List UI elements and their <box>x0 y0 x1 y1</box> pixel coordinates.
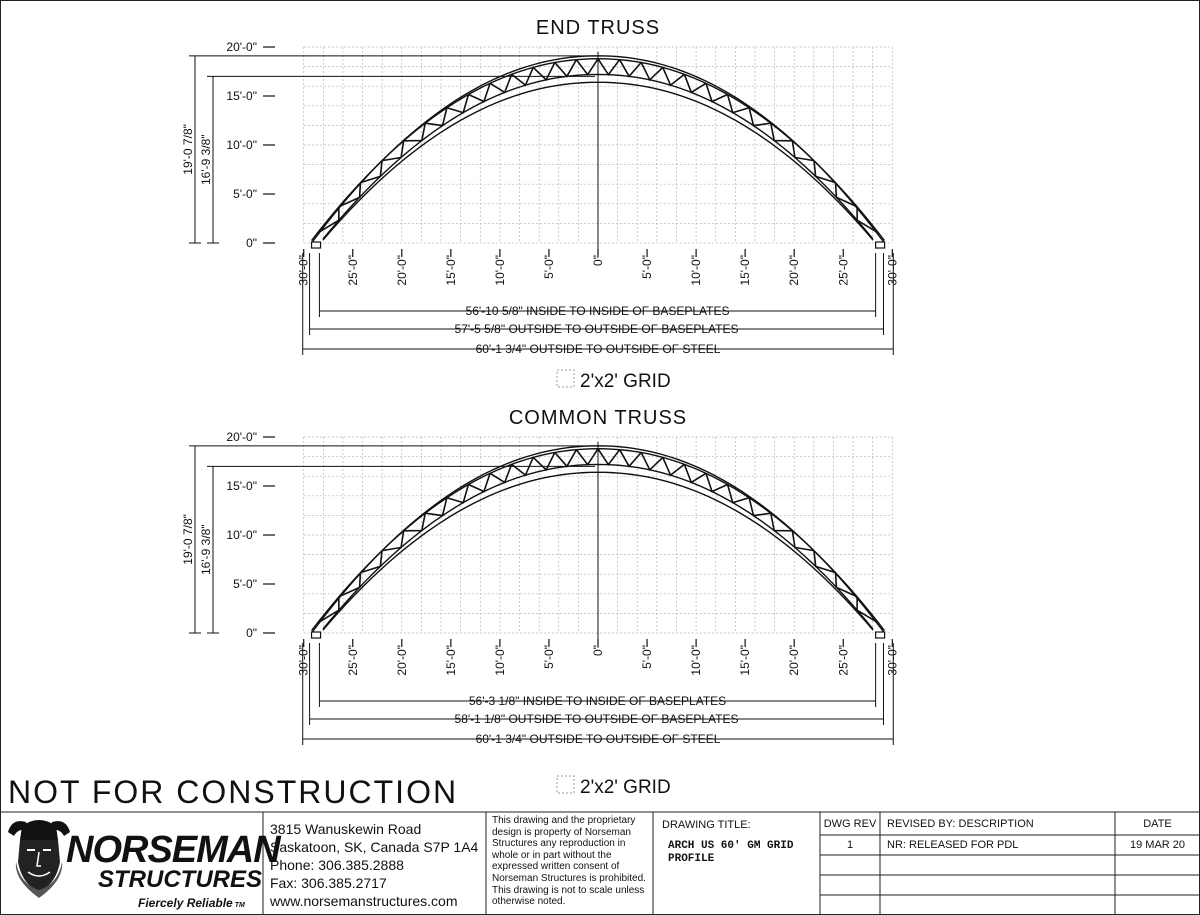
x-label: 20'-0" <box>394 645 409 676</box>
rev-header-date: DATE <box>1143 818 1172 830</box>
rev-row-date: 19 MAR 20 <box>1129 839 1186 851</box>
dim-outside-steel: 60'-1 3/4" OUTSIDE TO OUTSIDE OF STEEL <box>475 732 721 746</box>
drawing-title-line1: ARCH US 60' GM GRID <box>668 840 794 852</box>
grid-legend-label: 2'x2' GRID <box>580 371 671 392</box>
y-label-5: 5'-0" <box>233 577 257 591</box>
common-truss-x-axis-labels <box>297 645 900 676</box>
dim-outside-steel: 60'-1 3/4" OUTSIDE TO OUTSIDE OF STEEL <box>475 342 721 356</box>
drawing-title-value <box>668 840 793 866</box>
drawing-title-line2: PROFILE <box>668 853 715 865</box>
end-truss-x-axis-labels <box>297 255 900 286</box>
x-label: 15'-0" <box>443 645 458 676</box>
common-truss-width-dimensions <box>303 643 894 747</box>
baseplate <box>312 242 321 248</box>
copyright-disclaimer: This drawing and the proprietary design is property of Norseman Structures any reproduction in whole or in part without the expressed written consent of Norseman Structures is prohibited. This drawing is not to scale unless otherwise noted. <box>492 815 646 908</box>
truss-web <box>576 59 598 75</box>
x-label: 10'-0" <box>492 255 507 286</box>
end-truss-grid <box>263 47 892 258</box>
end-truss-title: END TRUSS <box>535 17 661 39</box>
common-truss-panel <box>181 407 899 798</box>
x-label: 30'-0" <box>885 645 900 676</box>
dim-inside-baseplates: 56'-3 1/8" INSIDE TO INSIDE OF BASEPLATES <box>468 694 727 708</box>
company-phone: Phone: 306.385.2888 <box>270 857 404 873</box>
y-label-15: 15'-0" <box>226 89 257 103</box>
x-label: 10'-0" <box>492 645 507 676</box>
x-label: 5'-0" <box>640 645 655 669</box>
x-label: 5'-0" <box>640 255 655 279</box>
rev-header-description: REVISED BY: DESCRIPTION <box>887 818 1034 830</box>
grid-legend-label: 2'x2' GRID <box>580 777 671 798</box>
rev-row-description: NR: RELEASED FOR PDL <box>887 839 1019 851</box>
x-label: 15'-0" <box>443 255 458 286</box>
x-label: 30'-0" <box>296 645 311 676</box>
truss-web <box>684 464 706 482</box>
norseman-viking-logo-icon <box>8 820 70 898</box>
y-label-15: 15'-0" <box>226 479 257 493</box>
x-label: 25'-0" <box>836 255 851 286</box>
x-label: 10'-0" <box>689 645 704 676</box>
common-truss-y-axis-labels <box>226 430 257 640</box>
not-for-construction-stamp: NOT FOR CONSTRUCTION <box>8 774 459 810</box>
x-label: 25'-0" <box>345 255 360 286</box>
dim-inside-baseplates: 56'-10 5/8" INSIDE TO INSIDE OF BASEPLATES <box>465 304 730 318</box>
truss-web <box>490 74 512 92</box>
x-label: 30'-0" <box>885 255 900 286</box>
y-label-0: 0" <box>246 626 257 640</box>
common-truss-grid <box>263 437 892 648</box>
company-logo-name: NORSEMAN <box>66 829 280 871</box>
company-tagline <box>138 896 245 913</box>
company-logo-subname: STRUCTURES <box>98 866 263 893</box>
company-tagline-text: Fiercely Reliable <box>138 896 233 910</box>
dim-outside-baseplates: 57'-5 5/8" OUTSIDE TO OUTSIDE OF BASEPLATES <box>454 322 739 336</box>
y-label-20: 20'-0" <box>226 430 257 444</box>
company-address-line2: Saskatoon, SK, Canada S7P 1A4 <box>270 839 479 855</box>
end-truss-panel <box>181 17 899 392</box>
x-label: 5'-0" <box>541 255 556 279</box>
height-inner-label: 16'-9 3/8" <box>199 134 213 185</box>
height-outer-label: 19'-0 7/8" <box>181 514 195 565</box>
grid-legend-swatch <box>557 776 574 793</box>
grid-legend-swatch <box>557 370 574 387</box>
baseplate <box>876 632 885 638</box>
company-address-line1: 3815 Wanuskewin Road <box>270 821 422 837</box>
end-truss-y-axis-labels <box>226 40 257 250</box>
truss-web <box>684 74 706 92</box>
x-label: 30'-0" <box>296 255 311 286</box>
height-inner-label: 16'-9 3/8" <box>199 524 213 575</box>
x-label: 25'-0" <box>836 645 851 676</box>
company-contact <box>270 820 478 910</box>
common-truss-title: COMMON TRUSS <box>508 407 688 429</box>
x-label: 20'-0" <box>787 255 802 286</box>
end-truss-width-dimensions <box>303 253 894 357</box>
y-label-10: 10'-0" <box>226 138 257 152</box>
y-label-20: 20'-0" <box>226 40 257 54</box>
x-label: 20'-0" <box>787 645 802 676</box>
truss-web <box>576 449 598 465</box>
x-label: 5'-0" <box>541 645 556 669</box>
y-label-5: 5'-0" <box>233 187 257 201</box>
company-website[interactable]: www.norsemanstructures.com <box>270 893 458 909</box>
x-label: 0" <box>591 255 605 266</box>
x-label: 25'-0" <box>345 645 360 676</box>
dim-outside-baseplates: 58'-1 1/8" OUTSIDE TO OUTSIDE OF BASEPLATES <box>454 712 739 726</box>
height-outer-label: 19'-0 7/8" <box>181 124 195 175</box>
y-label-10: 10'-0" <box>226 528 257 542</box>
company-fax: Fax: 306.385.2717 <box>270 875 387 891</box>
rev-row-number: 1 <box>846 839 854 851</box>
x-label: 15'-0" <box>738 645 753 676</box>
x-label: 10'-0" <box>689 255 704 286</box>
x-label: 15'-0" <box>738 255 753 286</box>
x-label: 20'-0" <box>394 255 409 286</box>
truss-web <box>490 464 512 482</box>
trademark-mark: TM <box>234 902 245 909</box>
baseplate <box>312 632 321 638</box>
y-label-0: 0" <box>246 236 257 250</box>
baseplate <box>876 242 885 248</box>
drawing-title-label: DRAWING TITLE: <box>662 819 751 831</box>
x-label: 0" <box>591 645 605 656</box>
rev-header-dwg-rev: DWG REV <box>823 818 877 830</box>
